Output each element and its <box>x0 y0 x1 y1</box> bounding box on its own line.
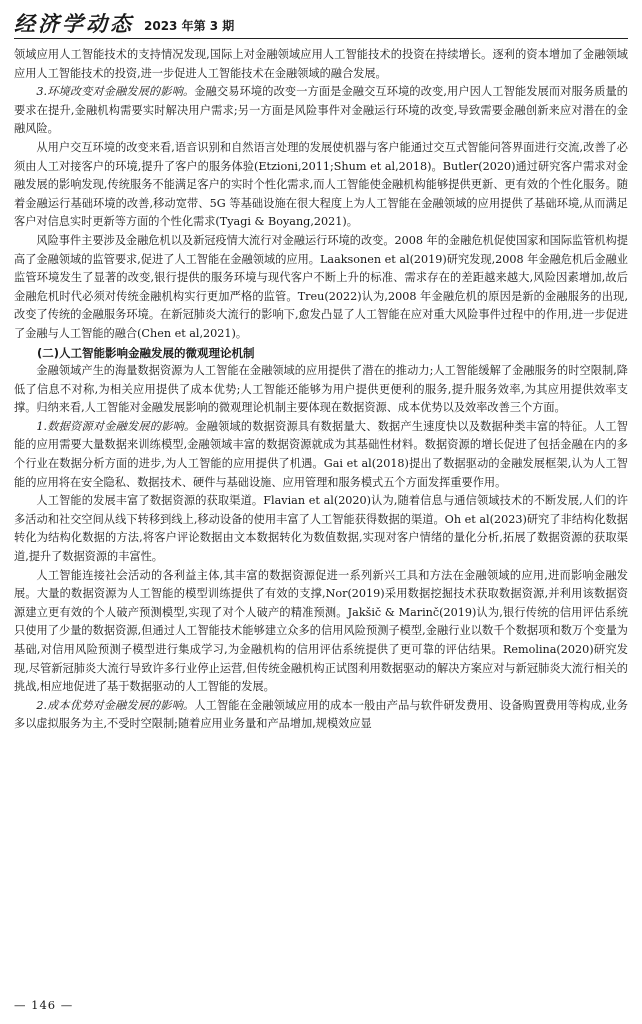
paragraph: 从用户交互环境的改变来看,语音识别和自然语言处理的发展使机器与客户能通过交互式智能问答界面进行交流,改善了必须由人工对接客户的环境,提升了客户的服务体验(Etzioni,2011;Shum et al,2018)。Butler(2020)通过研究客户需求对金融发展的影响发现,传统服务不能满足客户的实时个性化需求,而人工智能使金融机构能够提供更新、更有效的个性化服务。随着金融运行基础环境的改善,移动宽带、5G 等基础设施在很大程度上为人工智能在金融领域的应用提供了基础环境,从而满足客户对信息实时更新等方面的个性化需求(Tyagi & Boyang,2021)。 <box>14 140 628 229</box>
paragraph <box>14 697 628 734</box>
paragraph: 风险事件主要涉及金融危机以及新冠疫情大流行对金融运行环境的改变。2008 年的金融危机促使国家和国际监管机构提高了金融领域的监管要求,促进了人工智能在金融领域的应用。Laaksonen et al(2019)研究发现,2008 年金融危机后金融业监管环境发生了显著的改变,银行提供的服务环境与现代客户不断上升的标准、需求存在的差距越来越大,风险因素增加,故后金融危机时代必须对传统金融机构实行更加严格的监管。Treu(2022)认为,2008 年金融危机的原因是新的金融服务的出现,改变了传统的金融服务环境。在新冠肺炎大流行的影响下,愈发凸显了人工智能在应对重大风险事件过程中的作用,进一步促进了金融与人工智能的融合(Chen et al,2021)。 <box>14 233 628 340</box>
paragraph: 金融领域产生的海量数据资源为人工智能在金融领域的应用提供了潜在的推动力;人工智能缓解了金融服务的时空限制,降低了信息不对称,为相关应用提供了成本优势;人工智能还能够为用户提供更便利的服务,提升服务效率,为其应用提供效率支撑。归纳来看,人工智能对金融发展影响的微观理论机制主要体现在数据资源、成本优势以及效率改善三个方面。 <box>14 364 628 415</box>
paragraph: 人工智能的发展丰富了数据资源的获取渠道。Flavian et al(2020)认为,随着信息与通信领域技术的不断发展,人们的许多活动和社交空间从线下转移到线上,移动设备的使用丰富了人工智能获得数据的渠道。Oh et al(2023)研究了非结构化数据转化为结构化数据的方法,将客户评论数据由文本数据转化为数值数据,实现对客户情绪的量化分析,拓展了数据资源的获取渠道,提升了数据资源的丰富性。 <box>14 494 628 564</box>
paragraph-heading: 1.数据资源对金融发展的影响。 <box>36 419 196 433</box>
paragraph: 人工智能连接社会活动的各利益主体,其丰富的数据资源促进一系列新兴工具和方法在金融领域的应用,进而影响金融发展。大量的数据资源为人工智能的模型训练提供了有效的支撑,Nor(2019)采用数据挖掘技术获取数据资源,并利用该数据资源建立更有效的个人破产预测模型,实现了对个人破产的精准预测。Jakšič & Marinč(2019)认为,银行传统的信用评估系统只使用了少量的数据资源,但通过人工智能技术能够建立众多的信用风险预测子模型,金融行业以数千个数据项和数万个变量为基础,对信用风险预测子模型进行集成学习,为金融机构的信用评估系统提供了更可靠的评估结果。Remolina(2020)研究发现,尽管新冠肺炎大流行导致许多行业停止运营,但传统金融机构正试图利用数据驱动的解决方案应对与新冠肺炎大流行相关的挑战,相应地促进了基于数据驱动的人工智能的发展。 <box>14 568 628 694</box>
page-header <box>14 10 628 39</box>
journal-title: 经济学动态 <box>14 11 134 36</box>
issue-label: 2023 年第 3 期 <box>144 19 235 33</box>
paragraph-text: 金融领域的数据资源具有数据量大、数据产生速度快以及数据种类丰富的特征。人工智能的应用需要大量数据来训练模型,金融领域丰富的数据资源就成为其基础性材料。数据资源的增长促进了包括金融在内的多个行业在数据分析方面的进步,为人工智能的应用提供了机遇。Gai et al(2018)提出了数据驱动的金融发展框架,认为人工智能的应用将在安全隐私、数据技术、硬件与基础设施、应用管理和服务模式五个方面发挥重要作用。 <box>14 419 628 489</box>
paragraph-text: 人工智能在金融领域应用的成本一般由产品与软件研发费用、设备购置费用等构成,业务多以虚拟服务为主,不受时空限制;随着应用业务量和产品增加,规模效应显 <box>14 698 628 731</box>
paragraph-heading: 3.环境改变对金融发展的影响。 <box>36 85 195 99</box>
paragraph <box>14 418 628 492</box>
paragraph <box>14 83 628 139</box>
article-body <box>14 46 628 734</box>
paragraph: 领域应用人工智能技术的支持情况发现,国际上对金融领域应用人工智能技术的投资在持续增长。逐利的资本增加了金融领域应用人工智能技术的投资,进一步促进人工智能技术在金融领域的融合发展。 <box>14 48 628 80</box>
page-number: — 146 — <box>14 998 74 1012</box>
section-heading: (二)人工智能影响金融发展的微观理论机制 <box>37 345 255 360</box>
paragraph-heading: 2.成本优势对金融发展的影响。 <box>36 698 195 712</box>
paragraph-text: 金融交易环境的改变一方面是金融交互环境的改变,用户因人工智能发展而对服务质量的要求在提升,金融机构需要实时解决用户需求;另一方面是风险事件对金融运行环境的改变,导致需要金融创新来应对潜在的金融风险。 <box>14 85 628 136</box>
